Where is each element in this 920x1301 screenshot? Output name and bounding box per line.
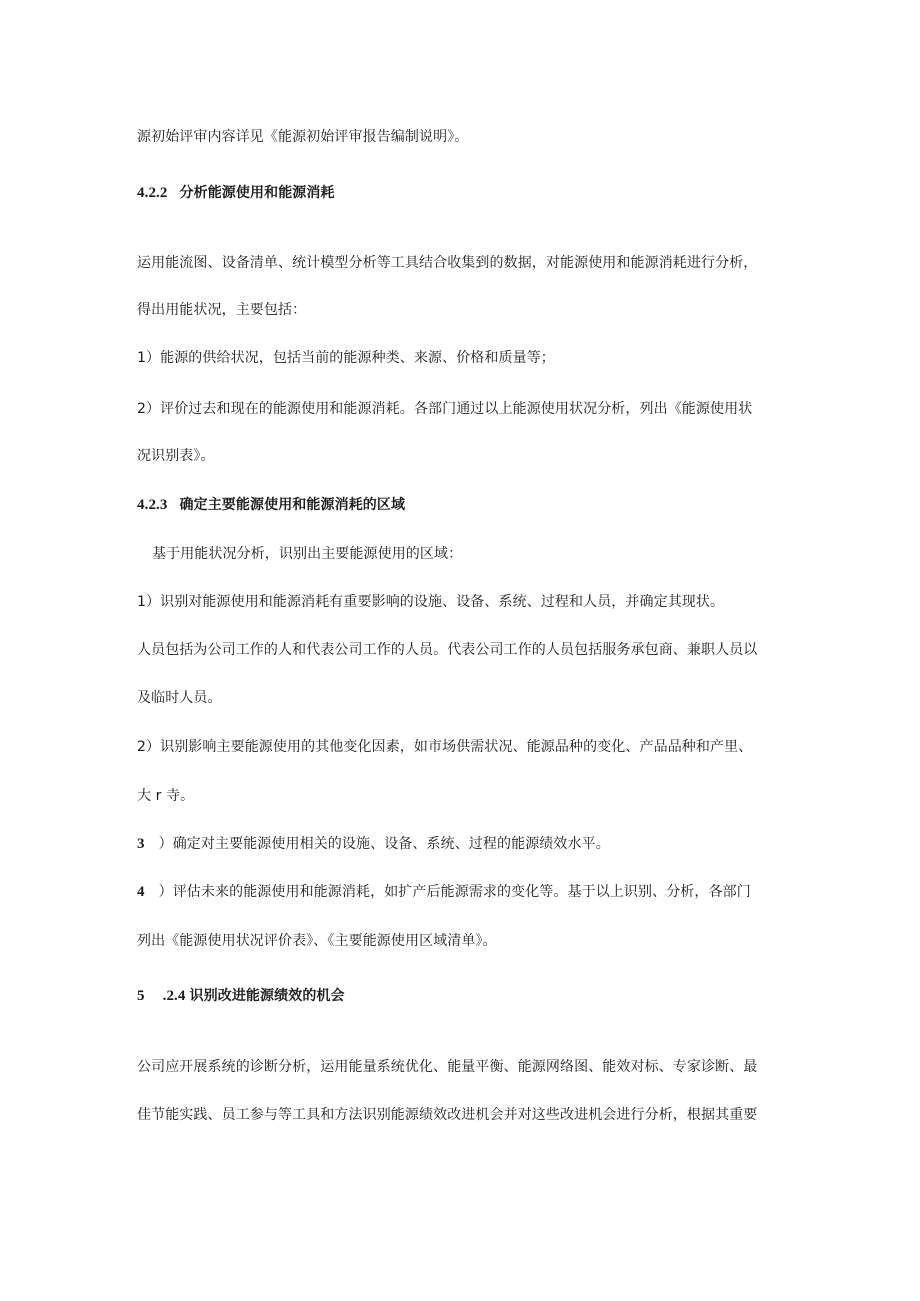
paragraph-line: 公司应开展系统的诊断分析，运用能量系统优化、能量平衡、能源网络图、能效对标、专家诊断、最 — [137, 1059, 758, 1075]
section-title: 确定主要能源使用和能源消耗的区域 — [179, 497, 406, 513]
paragraph-line: 源初始评审内容详见《能源初始评审报告编制说明》。 — [137, 129, 469, 145]
paragraph-line: 人员包括为公司工作的人和代表公司工作的人员。代表公司工作的人员包括服务承包商、兼职人员以 — [137, 642, 758, 658]
list-number: 3 — [137, 836, 145, 852]
paragraph-line: 佳节能实践、员工参与等工具和方法识别能源绩效改进机会并对这些改进机会进行分析，根据其重要 — [137, 1107, 758, 1123]
list-item: 2）评价过去和现在的能源使用和能源消耗。各部门通过以上能源使用状况分析，列出《能源使用状 — [137, 401, 753, 417]
list-item: 1）能源的供给状况，包括当前的能源种类、来源、价格和质量等； — [137, 350, 555, 366]
section-number: 5 — [137, 988, 145, 1004]
paragraph-line: 大 r 寺。 — [137, 788, 195, 804]
list-text: ）评估未来的能源使用和能源消耗，如扩产后能源需求的变化等。基于以上识别、分析，各部门 — [158, 884, 751, 900]
list-item — [137, 834, 610, 854]
section-number: 4.2.3 — [137, 497, 168, 513]
paragraph-line: 列出《能源使用状况评价表》、《主要能源使用区域清单》。 — [137, 933, 497, 949]
list-number: 4 — [137, 884, 145, 900]
paragraph-line: 运用能流图、设备清单、统计模型分析等工具结合收集到的数据，对能源使用和能源消耗进行分析， — [137, 255, 758, 271]
paragraph-line: 况识别表》。 — [137, 448, 215, 464]
list-text: ）确定对主要能源使用相关的设施、设备、系统、过程的能源绩效水平。 — [158, 836, 610, 852]
section-number-suffix: .2.4 — [162, 988, 186, 1004]
section-heading-5-2-4 — [137, 986, 345, 1006]
list-item — [137, 882, 751, 902]
list-item: 2）识别影响主要能源使用的其他变化因素，如市场供需状况、能源品种的变化、产品品种和产里、 — [137, 739, 753, 755]
section-heading-4-2-3 — [137, 495, 405, 515]
section-title: 分析能源使用和能源消耗 — [179, 185, 335, 201]
section-number: 4.2.2 — [137, 185, 168, 201]
paragraph-line: 及临时人员。 — [137, 690, 222, 706]
section-heading-4-2-2 — [137, 183, 335, 203]
paragraph-line: 基于用能状况分析，识别出主要能源使用的区域： — [152, 546, 463, 562]
paragraph-line: 得出用能状况，主要包括： — [137, 302, 307, 318]
section-title: 识别改进能源绩效的机会 — [189, 988, 345, 1004]
list-item: 1）识别对能源使用和能源消耗有重要影响的设施、设备、系统、过程和人员，并确定其现状。 — [137, 594, 725, 610]
